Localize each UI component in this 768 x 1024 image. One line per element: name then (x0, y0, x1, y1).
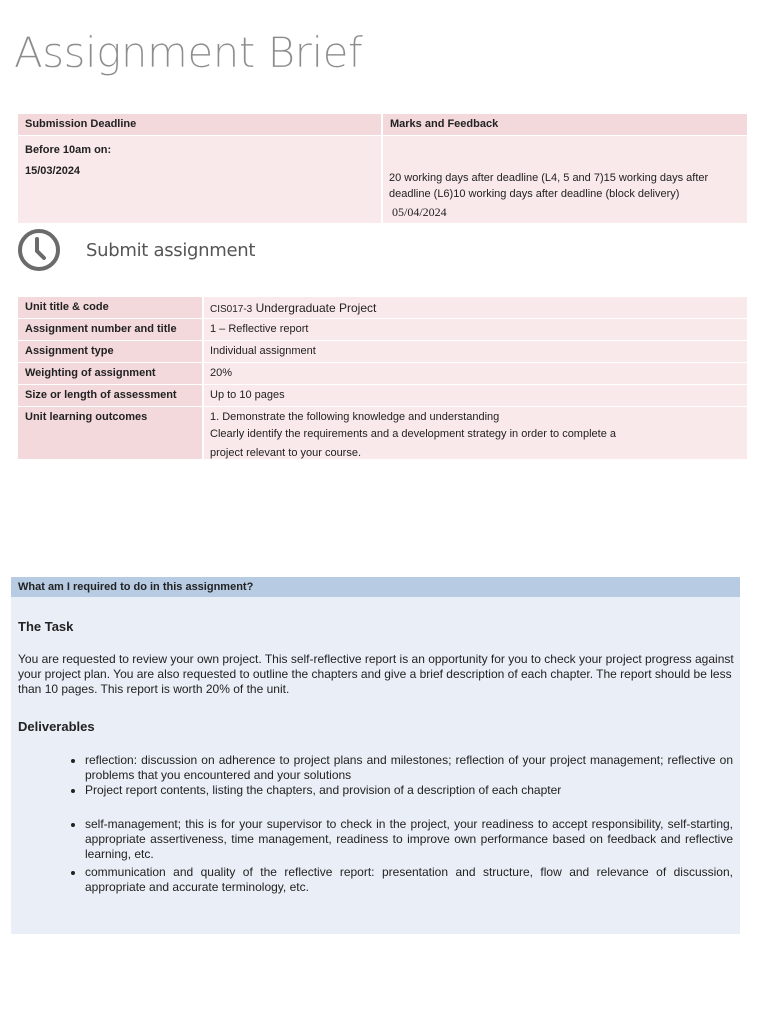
clock-icon (17, 228, 61, 272)
outcome-line: 1. Demonstrate the following knowledge and understanding (210, 411, 500, 423)
table-row (18, 407, 747, 460)
page-title: Assignment Brief (14, 28, 363, 77)
list-item: • reflection: discussion on adherence to project plans and milestones; reflection of your project management; reflective on problems that you encountered and your solutions (85, 753, 733, 783)
feedback-text: 20 working days after deadline (L4, 5 and 7)15 working days after deadline (L6)10 working days after deadline (block delivery) (389, 172, 709, 200)
row-key: Unit title & code (18, 297, 204, 318)
row-value: 1 – Reflective report (210, 323, 309, 335)
feedback-date: 05/04/2024 (392, 205, 447, 219)
row-value: Up to 10 pages (210, 389, 285, 401)
row-key: Assignment type (18, 341, 204, 362)
row-key: Assignment number and title (18, 319, 204, 340)
outcome-line: project relevant to your course. (210, 447, 362, 459)
row-key: Weighting of assignment (18, 363, 204, 384)
row-key: Size or length of assessment (18, 385, 204, 406)
deadline-header: Submission Deadline (18, 114, 383, 135)
submit-assignment-label[interactable]: Submit assignment (86, 239, 256, 261)
unit-title: Undergraduate Project (252, 301, 377, 315)
list-item: • self-management; this is for your supervisor to check in the project, your readiness to accept responsibility, self-starting, appropriate assertiveness, time management, readiness to improve own performance based on feedback and reflective learning, etc. (85, 817, 733, 862)
deadline-date: 15/03/2024 (25, 165, 81, 177)
deadline-table (18, 114, 747, 223)
deadline-time: Before 10am on: (25, 144, 112, 156)
row-key: Unit learning outcomes (18, 407, 204, 459)
unit-table (18, 297, 747, 460)
table-row (18, 341, 747, 363)
submit-assignment-link[interactable] (17, 228, 255, 272)
row-value: 20% (210, 367, 233, 379)
task-heading: The Task (18, 619, 74, 634)
deliverables-heading: Deliverables (18, 719, 95, 734)
outcome-line: Clearly identify the requirements and a development strategy in order to complete a (210, 428, 616, 440)
table-row (18, 297, 747, 319)
list-item: • communication and quality of the reflective report: presentation and structure, flow and relevance of discussion, appropriate and accurate terminology, etc. (85, 865, 733, 895)
task-box-header: What am I required to do in this assignment? (11, 577, 740, 597)
table-row (18, 385, 747, 407)
row-value: Individual assignment (210, 345, 316, 357)
list-item: • Project report contents, listing the chapters, and provision of a description of each chapter (85, 783, 733, 798)
task-box (11, 577, 740, 934)
feedback-header: Marks and Feedback (390, 118, 499, 130)
task-text: You are requested to review your own project. This self-reflective report is an opportunity for you to check your project progress against your project plan. You are also requested to outline the chapters and give a brief description of each chapter. The report should be less than 10 pages. This report is worth 20% of the unit. (18, 652, 734, 696)
table-row (18, 319, 747, 341)
unit-code: CIS017-3 (210, 304, 253, 315)
table-row (18, 363, 747, 385)
